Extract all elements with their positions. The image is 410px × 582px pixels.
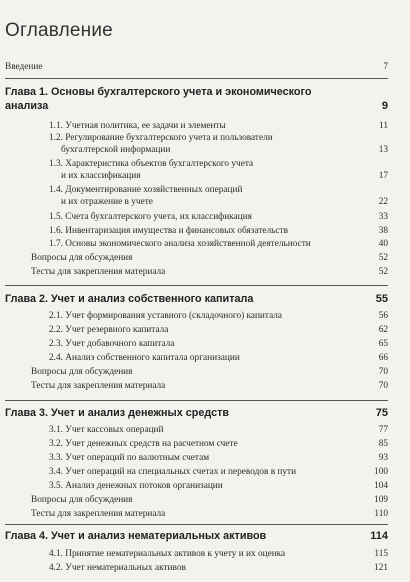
chapter-divider <box>5 78 388 79</box>
toc-entry-page: 85 <box>378 439 388 449</box>
toc-entry-page: 52 <box>378 267 388 277</box>
toc-entry-page: 110 <box>374 509 388 519</box>
chapter-heading-4[interactable] <box>5 529 388 543</box>
chapter-heading-2[interactable] <box>5 292 388 306</box>
toc-entry-label: 1.7. Основы экономического анализа хозяйственной деятельности <box>49 239 311 249</box>
toc-entry-label: 2.2. Учет резервного капитала <box>49 325 169 335</box>
toc-entry-label: 1.5. Счета бухгалтерского учета, их классификация <box>49 212 252 222</box>
toc-entry-label: 2.4. Анализ собственного капитала организации <box>49 353 240 363</box>
toc-entry-label: 3.4. Учет операций на специальных счетах и переводов в пути <box>49 467 297 477</box>
toc-entry-page: 70 <box>378 381 388 391</box>
toc-entry-page: 17 <box>378 171 388 181</box>
toc-entry-cont[interactable] <box>61 197 388 208</box>
toc-entry[interactable] <box>49 425 388 436</box>
toc-entry[interactable] <box>49 239 388 250</box>
toc-entry-page: 11 <box>379 121 388 131</box>
toc-entry-page: 65 <box>378 339 388 349</box>
toc-entry-page: 100 <box>374 467 388 477</box>
toc-entry[interactable] <box>49 453 388 464</box>
toc-entry-label: 1.6. Инвентаризация имущества и финансовых обязательств <box>49 226 288 236</box>
toc-entry-label: 3.3. Учет операций по валютным счетам <box>49 453 210 463</box>
toc-entry[interactable] <box>49 481 388 492</box>
toc-entry-page: 121 <box>374 563 388 573</box>
toc-entry-label: Вопросы для обсуждения <box>31 495 133 505</box>
toc-entry-label: 1.2. Регулирование бухгалтерского учета и пользователи <box>49 133 273 143</box>
toc-entry[interactable] <box>49 353 388 364</box>
chapter-divider <box>5 524 388 525</box>
toc-entry-page: 7 <box>383 62 388 72</box>
toc-entry-label: 1.1. Учетная политика, ее задачи и элементы <box>49 121 226 131</box>
toc-entry[interactable] <box>31 381 388 392</box>
toc-entry[interactable] <box>49 212 388 223</box>
chapter-divider <box>5 285 388 286</box>
chapter-title: Глава 4. Учет и анализ нематериальных активов <box>5 530 267 542</box>
toc-entry-label: 2.3. Учет добавочного капитала <box>49 339 175 349</box>
chapter-title: Глава 3. Учет и анализ денежных средств <box>5 407 230 419</box>
toc-entry-label: Введение <box>5 62 43 72</box>
toc-entry-label: бухгалтерской информации <box>61 145 171 155</box>
toc-entry[interactable] <box>31 253 388 264</box>
chapter-page: 75 <box>375 407 388 419</box>
chapter-divider <box>5 400 388 401</box>
toc-entry-page: 93 <box>378 453 388 463</box>
toc-entry-page: 62 <box>378 325 388 335</box>
toc-entry-label: и их классификация <box>61 171 141 181</box>
toc-entry-page: 115 <box>374 549 388 559</box>
toc-entry[interactable] <box>49 226 388 237</box>
chapter-page: 114 <box>370 530 388 542</box>
toc-entry-page: 104 <box>374 481 388 491</box>
toc-entry-page: 33 <box>378 212 388 222</box>
chapter-page: 55 <box>375 293 388 305</box>
toc-entry-page: 40 <box>378 239 388 249</box>
chapter-page: 9 <box>381 100 388 112</box>
toc-entry-cont[interactable] <box>61 145 388 156</box>
toc-entry[interactable] <box>31 495 388 506</box>
chapter-title: Глава 1. Основы бухгалтерского учета и экономического <box>5 86 312 98</box>
toc-entry[interactable] <box>49 325 388 336</box>
toc-entry-label: 1.4. Документирование хозяйственных операций <box>49 185 243 195</box>
toc-entry-label: Тесты для закрепления материала <box>31 381 166 391</box>
toc-entry[interactable] <box>49 311 388 322</box>
toc-entry-label: Тесты для закрепления материала <box>31 509 166 519</box>
toc-entry[interactable] <box>49 563 388 574</box>
chapter-title-cont: анализа <box>5 100 49 112</box>
chapter-heading-1[interactable] <box>5 85 388 113</box>
toc-entry[interactable] <box>49 185 388 196</box>
toc-entry[interactable] <box>49 133 388 144</box>
toc-entry-label: 3.1. Учет кассовых операций <box>49 425 164 435</box>
toc-entry-label: Тесты для закрепления материала <box>31 267 166 277</box>
toc-entry-label: Вопросы для обсуждения <box>31 367 133 377</box>
toc-entry-label: Вопросы для обсуждения <box>31 253 133 263</box>
toc-entry-page: 22 <box>378 197 388 207</box>
toc-entry-page: 77 <box>378 425 388 435</box>
toc-entry-page: 66 <box>378 353 388 363</box>
toc-entry[interactable] <box>31 367 388 378</box>
toc-entry-label: 3.5. Анализ денежных потоков организации <box>49 481 223 491</box>
toc-entry[interactable] <box>49 467 388 478</box>
toc-entry-label: 4.2. Учет нематериальных активов <box>49 563 186 573</box>
chapter-heading-3[interactable] <box>5 406 388 420</box>
toc-entry[interactable] <box>49 159 388 170</box>
toc-entry-page: 109 <box>374 495 388 505</box>
toc-entry[interactable] <box>31 267 388 278</box>
page-title: Оглавление <box>5 20 113 41</box>
toc-entry-label: 3.2. Учет денежных средств на расчетном счете <box>49 439 238 449</box>
toc-entry[interactable] <box>49 549 388 560</box>
toc-entry-page: 56 <box>378 311 388 321</box>
toc-entry-page: 13 <box>378 145 388 155</box>
toc-entry[interactable] <box>49 339 388 350</box>
toc-entry-label: 2.1. Учет формирования уставного (складочного) капитала <box>49 311 283 321</box>
toc-entry-page: 52 <box>378 253 388 263</box>
toc-entry-page: 38 <box>378 226 388 236</box>
toc-entry-label: и их отражение в учете <box>61 197 153 207</box>
toc-entry-page: 70 <box>378 367 388 377</box>
toc-entry[interactable] <box>49 121 388 132</box>
toc-entry-label: 1.3. Характеристика объектов бухгалтерского учета <box>49 159 254 169</box>
chapter-title: Глава 2. Учет и анализ собственного капитала <box>5 293 254 305</box>
toc-entry[interactable] <box>31 509 388 520</box>
toc-entry-cont[interactable] <box>61 171 388 182</box>
toc-entry-label: 4.1. Принятие нематериальных активов к учету и их оценка <box>49 549 286 559</box>
toc-entry-intro[interactable] <box>5 62 388 73</box>
toc-entry[interactable] <box>49 439 388 450</box>
